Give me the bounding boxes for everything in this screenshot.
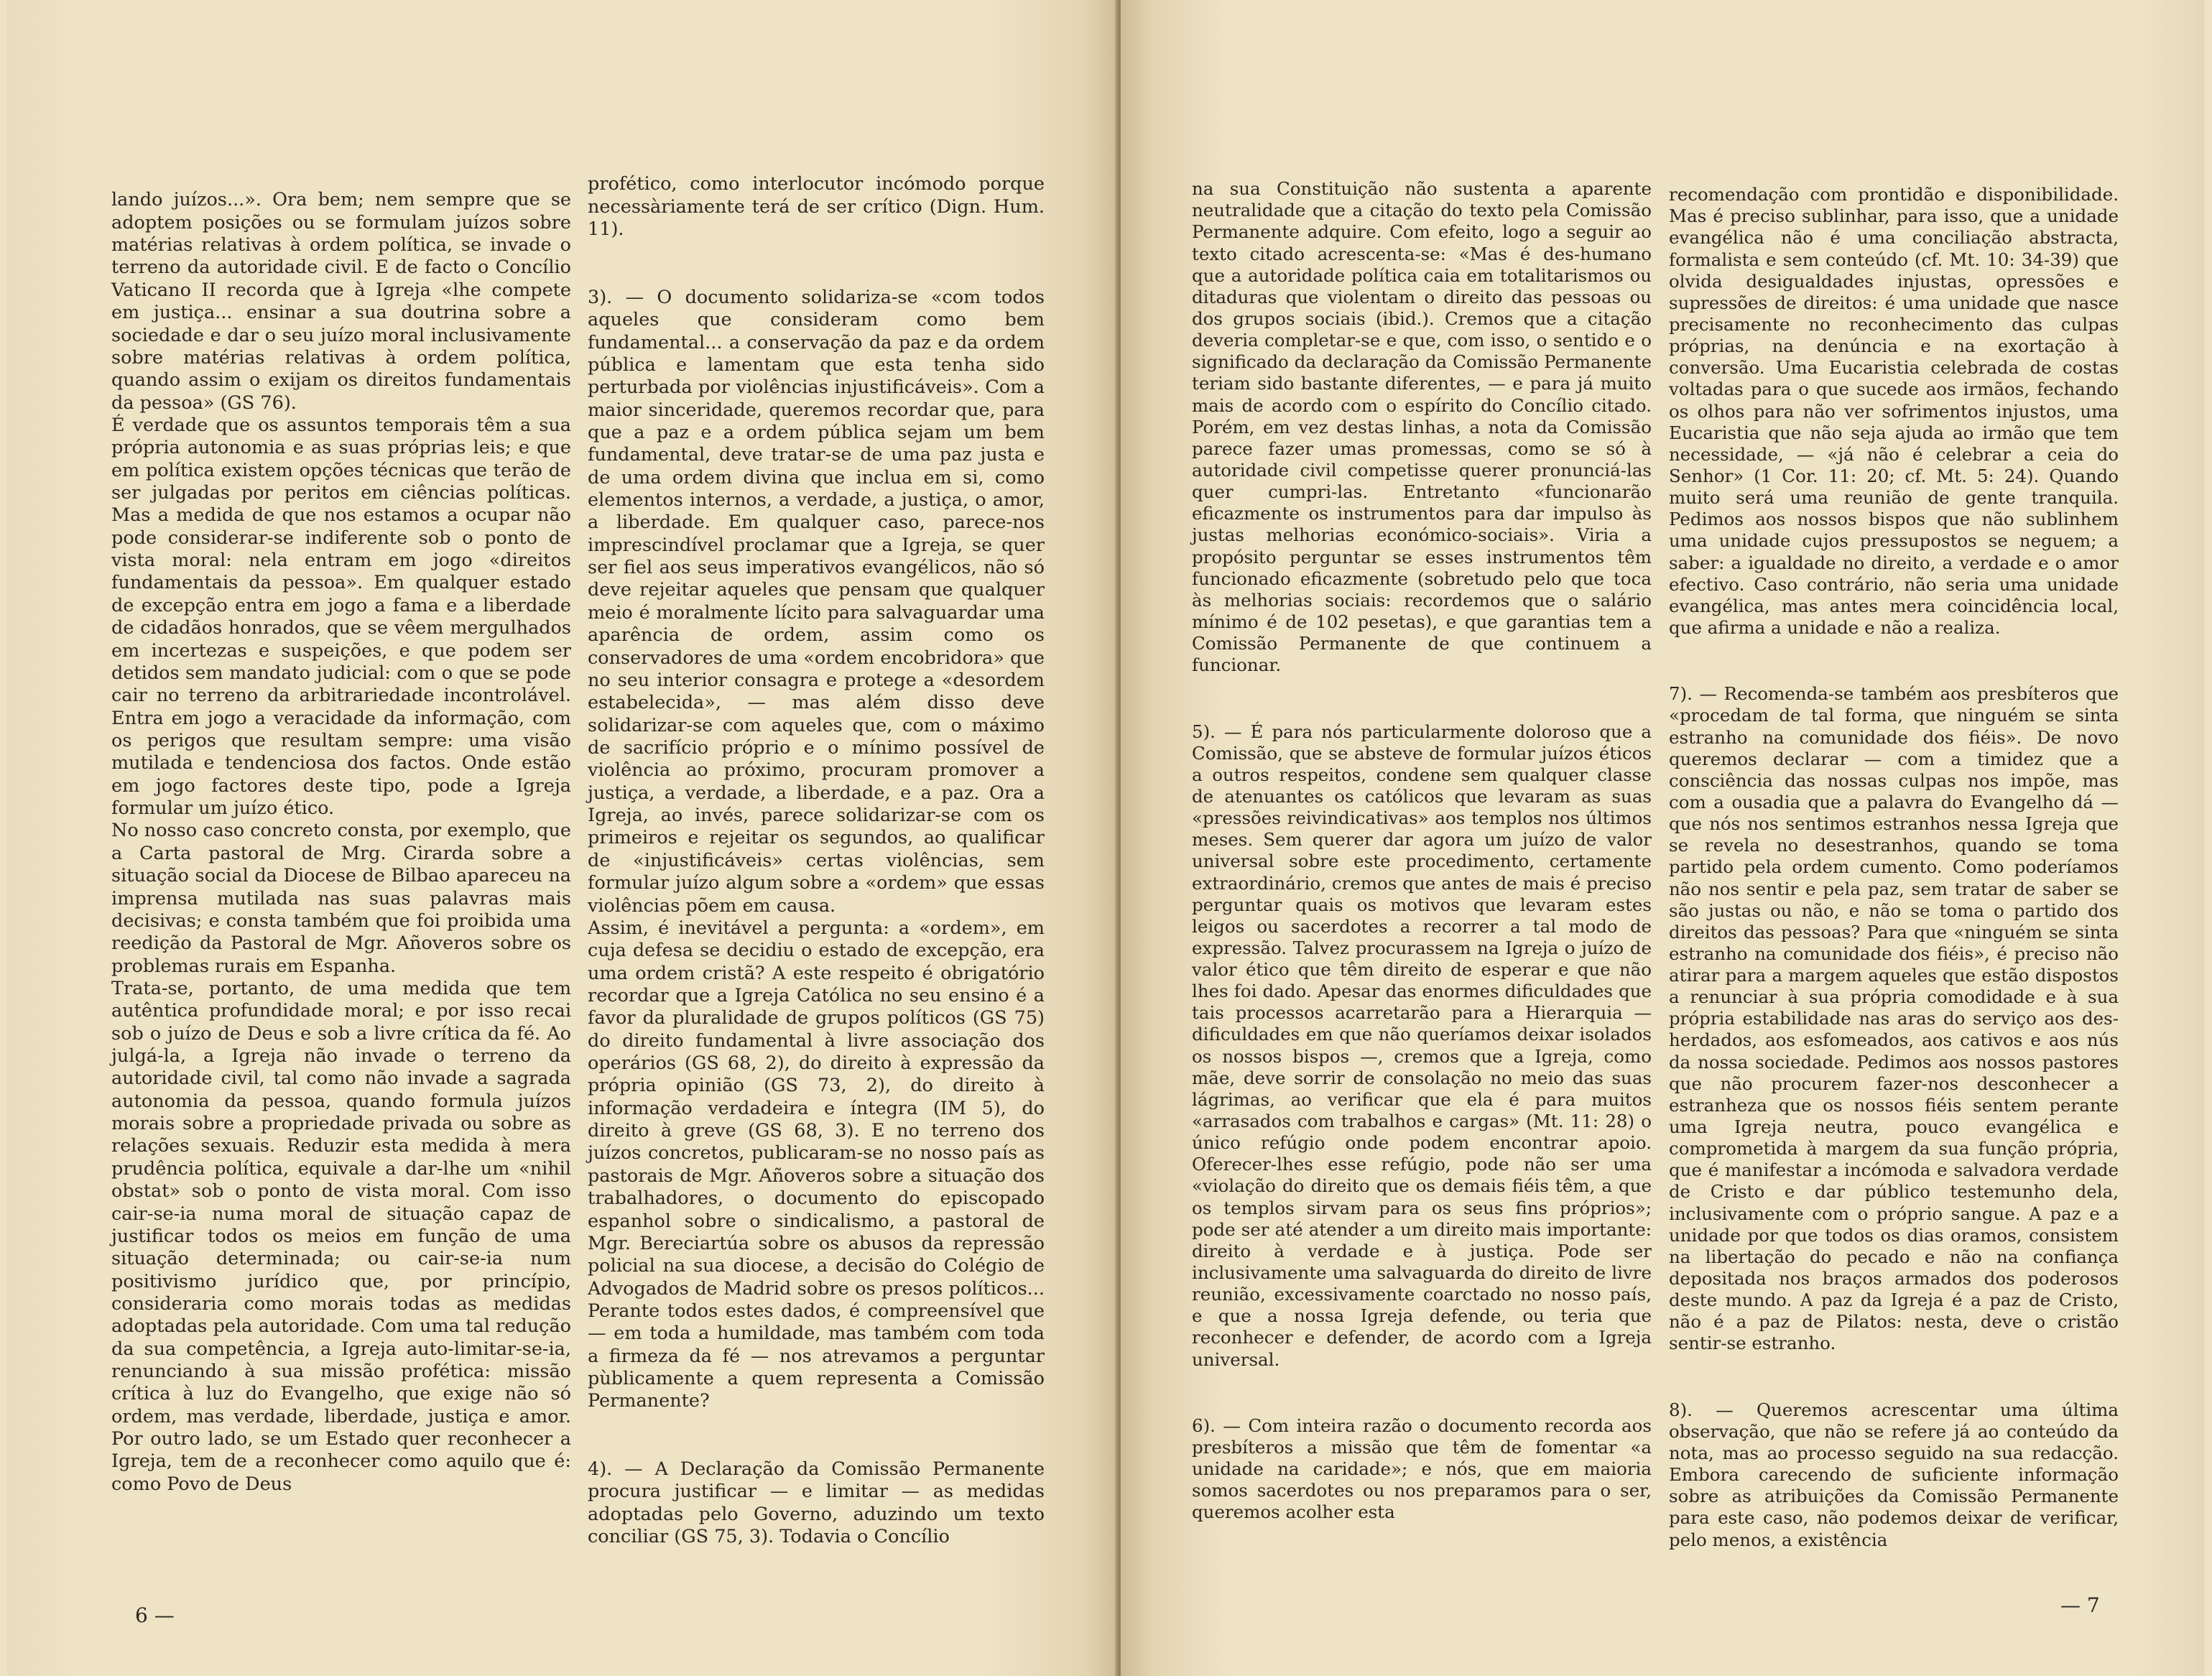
left-page-column-2 bbox=[588, 151, 1045, 1571]
paragraph: 3). — O documento solidariza-se «com todos aqueles que consideram como bem fundamental... a conservação da paz e da ordem pública e lamentam que esta tenha sido perturbada por violências injustificáveis». Com a maior sinceridade, queremos recordar que, para que a paz e a ordem pública sejam um bem fundamental, deve tratar-se de uma paz justa e de uma ordem divina que inclua em si, como elementos internos, a verdade, a justiça, o amor, a liberdade. Em qualquer caso, parece-nos imprescindível proclamar que a Igreja, se quer ser fiel aos seus imperativos evangélicos, não só deve rejeitar aqueles que pensam que qualquer meio é moralmente lícito para salvaguardar uma aparência de ordem, assim como os conservadores de uma «ordem encobridora» que no seu interior consagra e protege a «desordem estabelecida», — mas além disso deve solidarizar-se com aqueles que, com o máximo de sacrifício próprio e o mínimo possível de violência ao próximo, procuram promover a justiça, a verdade, a liberdade, e a paz. Ora a Igreja, ao invés, parece solidarizar-se com os primeiros e rejeitar os segundos, ao qualificar de «injustificáveis» certas violências, sem formular juízo algum sobre a «ordem» que essas violências põem em causa. Assim, é inevitável a pergunta: a «ordem», em cuja defesa se decidiu o estado de excepção, era uma ordem cristã? A este respeito é obrigatório recordar que a Igreja Católica no seu ensino é a favor da pluralidade de grupos políticos (GS 75) do direito fundamental à livre associação dos operários (GS 68, 2), do direito à expressão da própria opinião (GS 73, 2), do direito à informação verdadeira e íntegra (IM 5), do direito à greve (GS 68, 3). E no terreno dos juízos concretos, publicaram-se no nosso país as pastorais de Mgr. Añoveros sobre a situação dos trabalhadores, o documento do episcopado espanhol sobre o sindicalismo, a pastoral de Mgr. Bereciartúa sobre os abusos da repressão policial na sua diocese, a decisão do Colégio de Advogados de Madrid sobre os presos políticos... Perante todos estes dados, é compreensível que — em toda a humildade, mas também com toda a firmeza da fé — nos atrevamos a perguntar pùblicamente a quem representa a Comissão Permanente? bbox=[588, 286, 1045, 1412]
page-number: 6 — bbox=[135, 1603, 175, 1627]
paragraph: 5). — É para nós particularmente doloroso que a Comissão, que se absteve de formular juízos éticos a outros respeitos, condene sem qualquer classe de atenuantes os católicos que levaram as suas «pressões reivindicativas» aos templos nos últimos meses. Sem querer dar agora um juízo de valor universal sobre este procedimento, certamente extraordinário, cremos que antes de mais é preciso perguntar quais os motivos que levaram estes leigos ou sacerdotes a recorrer a tal modo de expressão. Talvez procurassem na Igreja o juízo de valor ético que têm direito de esperar e que não lhes foi dado. Apesar das enormes dificuldades que tais processos acarretarão para a Hierarquia — dificuldades em que não queríamos deixar isolados os nossos bispos —, cremos que a Igreja, como mãe, deve sorrir de consolação no meio das suas lágrimas, ao verificar que ela é para muitos «arrasados com trabalhos e cargas» (Mt. 11: 28) o único refúgio onde podem encontrar apoio. Oferecer-lhes esse refúgio, pode não ser uma «violação do direito que os demais fiéis têm, a que os templos sirvam para os seus fins próprios»; pode ser até atender a um direito mais importante: direito à verdade e à justiça. Pode ser inclusivamente uma salvaguarda do direito de livre reunião, excessivamente coarctado no nosso país, e que a nossa Igreja defende, ou teria que reconhecer e defender, de acordo com a Igreja universal. bbox=[1192, 721, 1652, 1370]
paragraph: lando juízos...». Ora bem; nem sempre que se adoptem posições ou se formulam juízos sobre matérias relativas à ordem política, se invade o terreno da autoridade civil. E de facto o Concílio Vaticano II recorda que à Igreja «lhe compete em justiça... ensinar a sua doutrina sobre a sociedade e dar o seu juízo moral inclusivamente sobre matérias relativas à ordem política, quando assim o exijam os direitos fundamentais da pessoa» (GS 76). É verdade que os assuntos temporais têm a sua própria autonomia e as suas próprias leis; e que em política existem opções técnicas que terão de ser julgadas por peritos em ciências políticas. Mas a medida de que nos estamos a ocupar não pode considerar-se indiferente sob o ponto de vista moral: nela entram em jogo «direitos fundamentais da pessoa». Em qualquer estado de excepção entra em jogo a fama e a liberdade de cidadãos honrados, que se vêem mergulhados em incertezas e suspeições, e que podem ser detidos sem mandato judicial: com o que se pode cair no terreno da arbitrariedade incontrolável. Entra em jogo a veracidade da informação, com os perigos que resultam sempre: uma visão mutilada e tendenciosa dos factos. Onde estão em jogo factores deste tipo, pode a Igreja formular um juízo ético. No nosso caso concreto consta, por exemplo, que a Carta pastoral de Mrg. Cirarda sobre a situação social da Diocese de Bilbao apareceu na imprensa mutilada nas suas palavras mais decisivas; e consta também que foi proibida uma reedição da Pastoral de Mgr. Añoveros sobre os problemas rurais em Espanha. Trata-se, portanto, de uma medida que tem autêntica profundidade moral; e por isso recai sob o juízo de Deus e sob a livre crítica da fé. Ao julgá-la, a Igreja não invade o terreno da autoridade civil, tal como não invade a sagrada autonomia da pessoa, quando formula juízos morais sobre a propriedade privada ou sobre as relações sexuais. Reduzir esta medida à mera prudência política, equivale a dar-lhe um «nihil obstat» sob o ponto de vista moral. Com isso cair-se-ia numa moral de situação capaz de justificar todos os meios em função de uma situação determinada; ou cair-se-ia num positivismo jurídico que, por princípio, consideraria como morais todas as medidas adoptadas pela autoridade. Com uma tal redução da sua competência, a Igreja auto-limitar-se-ia, renunciando à sua missão profética: missão crítica à luz do Evangelho, que exige não só ordem, mas verdade, liberdade, justiça e amor. Por outro lado, se um Estado quer reconhecer a Igreja, tem de a reconhecer como aquilo que é: como Povo de Deus bbox=[111, 189, 571, 1495]
page-number: — 7 bbox=[2060, 1593, 2100, 1617]
right-page-column-2 bbox=[1669, 162, 2119, 1573]
paragraph: 4). — A Declaração da Comissão Permanente procura justificar — e limitar — as medidas adoptadas pelo Governo, aduzindo um texto conciliar (GS 75, 3). Todavia o Concílio bbox=[588, 1458, 1045, 1548]
left-page bbox=[7, 0, 1119, 1676]
right-page-column-1 bbox=[1192, 157, 1652, 1545]
paragraph: 6). — Com inteira razão o documento recorda aos presbíteros a missão que têm de fomentar «a unidade na caridade»; e nós, que em maioria somos sacerdotes ou nos preparamos para o ser, queremos acolher esta bbox=[1192, 1415, 1652, 1523]
paragraph: recomendação com prontidão e disponibilidade. Mas é preciso sublinhar, para isso, que a unidade evangélica não é uma conciliação abstracta, formalista e sem conteúdo (cf. Mt. 10: 34-39) que olvida desigualdades injustas, opressões e supressões de direitos: é uma unidade que nasce precisamente no reconhecimento das culpas próprias, na denúncia e na exortação à conversão. Uma Eucaristia celebrada de costas voltadas para o que sucede aos irmãos, fechando os olhos para não ver sofrimentos injustos, uma Eucaristia que não seja ajuda ao irmão que tem necessidade, — «já não é celebrar a ceia do Senhor» (1 Cor. 11: 20; cf. Mt. 5: 24). Quando muito será uma reunião de gente tranquila. Pedimos aos nossos bispos que não sublinhem uma unidade cujos pressupostos se neguem; a saber: a igualdade no direito, a verdade e o amor efectivo. Caso contrário, não seria uma unidade evangélica, mas antes mera coincidência local, que afirma a unidade e não a realiza. bbox=[1669, 184, 2119, 638]
paragraph: profético, como interlocutor incómodo porque necessàriamente terá de ser crítico (Dign. Hum. 11). bbox=[588, 173, 1045, 241]
paragraph: 8). — Queremos acrescentar uma última observação, que não se refere já ao conteúdo da nota, mas ao processo seguido na sua redacção. Embora carecendo de suficiente informação sobre as atribuições da Comissão Permanente para este caso, não podemos deixar de verificar, pelo menos, a existência bbox=[1669, 1399, 2119, 1550]
paragraph: 7). — Recomenda-se também aos presbíteros que «procedam de tal forma, que ninguém se sinta estranho na comunidade dos fiéis». De novo queremos declarar — com a timidez que a consciência das nossas culpas nos impõe, mas com a ousadia que a palavra do Evangelho dá — que nós nos sentimos estranhos nessa Igreja que se revela no desestranhos, quando se toma partido pela ordem cumento. Como poderíamos não nos sentir e pela paz, sem tratar de saber se são justas ou não, e não se toma o partido dos direitos das pessoas? Para que «ninguém se sinta estranho na comunidade dos fiéis», é preciso não atirar para a margem aqueles que estão dispostos a renunciar à sua própria comodidade e à sua própria estabilidade nas aras do serviço aos des-herdados, aos esfomeados, aos cativos e aos nús da nossa sociedade. Pedimos aos nossos pastores que não procurem fazer-nos desconhecer a estranheza que os nossos fiéis sentem perante uma Igreja neutra, pouco evangélica e comprometida à margem da sua função própria, que é manifestar a incómoda e salvadora verdade de Cristo e dar público testemunho dela, inclusivamente com o próprio sangue. A paz e a unidade por que todos os dias oramos, consistem na libertação do pecado e não na confiança depositada nos braços armados dos poderosos deste mundo. A paz da Igreja é a paz de Cristo, não é a paz de Pilatos: nesta, deve o cristão sentir-se estranho. bbox=[1669, 683, 2119, 1354]
right-page bbox=[1121, 0, 2205, 1676]
left-page-column-1 bbox=[111, 167, 571, 1519]
paragraph: na sua Constituição não sustenta a aparente neutralidade que a citação do texto pela Comissão Permanente adquire. Com efeito, logo a seguir ao texto citado acrescenta-se: «Mas é des-humano que a autoridade política caia em totalitarismos ou ditaduras que violentam o direito das pessoas ou dos grupos sociais (ibid.). Cremos que a citação deveria completar-se e que, com isso, o sentido e o significado da declaração da Comissão Permanente teriam sido bastante diferentes, — e para já muito mais de acordo com o espírito do Concílio citado. Porém, em vez destas linhas, a nota da Comissão parece fazer umas promessas, como se só à autoridade civil competisse querer pronunciá-las quer cumpri-las. Entretanto «funcionarão eficazmente os instrumentos para dar impulso às justas melhorias económico-sociais». Viria a propósito perguntar se esses instrumentos têm funcionado eficazmente (sobretudo pelo que toca às melhorias sociais: recordemos que o salário mínimo é de 102 pesetas), e que garantias tem a Comissão Permanente de que continuem a funcionar. bbox=[1192, 178, 1652, 676]
